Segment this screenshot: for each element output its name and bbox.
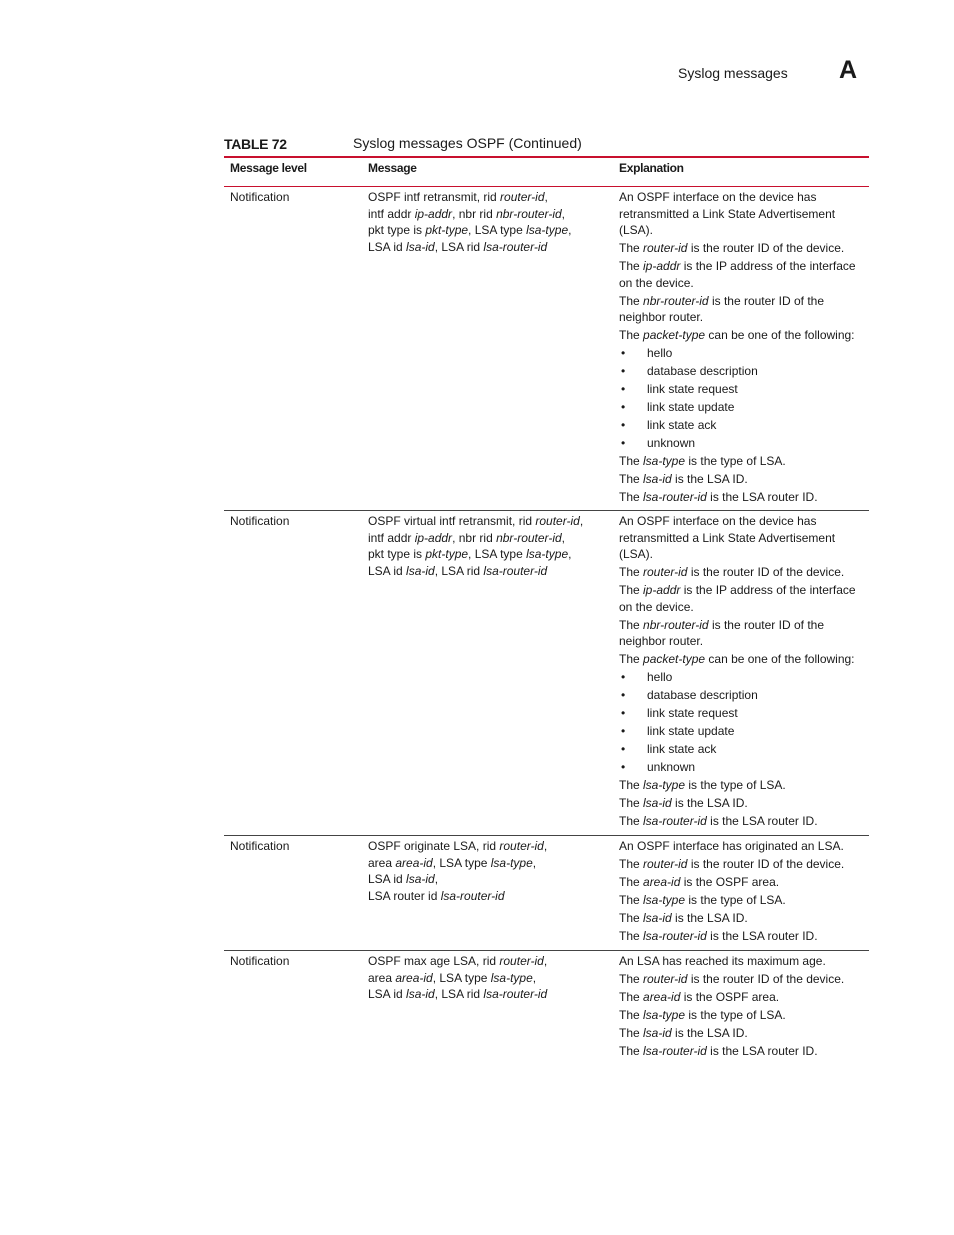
list-item: • link state ack [621,742,717,756]
bullet-icon: • [621,688,626,702]
message-text: OSPF max age LSA, rid router-id, area area-id, LSA type lsa-type, LSA id lsa-id, LSA rid lsa-router-id [368,954,548,1001]
packet-type-list [619,345,869,452]
table-title: Syslog messages OSPF (Continued) [353,135,582,151]
bullet-icon: • [621,364,626,378]
table-row [224,513,869,833]
list-item: • link state update [621,724,735,738]
list-item: • database description [621,688,758,702]
caption-rule [224,156,869,158]
list-item: • link state ack [621,418,717,432]
section-title: Syslog messages [678,65,788,81]
explanation-text: An LSA has reached its maximum age. The router-id is the router ID of the device. The area-id is the OSPF area. The lsa-type is the type of LSA. The lsa-id is the LSA ID. The lsa-router-id is the LSA router ID. [619,954,845,1058]
bullet-icon: • [621,760,626,774]
bullet-icon: • [621,706,626,720]
packet-type-list [619,669,869,776]
list-item: • unknown [621,760,696,774]
bullet-icon: • [621,382,626,396]
header-rule [224,186,869,187]
message-text: OSPF intf retransmit, rid router-id, intf addr ip-addr, nbr rid nbr-router-id, pkt type is pkt-type, LSA type lsa-type, LSA id lsa-id, LSA rid lsa-router-id [368,190,572,254]
bullet-icon: • [621,724,626,738]
list-item: • database description [621,364,758,378]
explanation-text: An OSPF interface has originated an LSA. The router-id is the router ID of the device. The area-id is the OSPF area. The lsa-type is the type of LSA. The lsa-id is the LSA ID. The lsa-router-id is the LSA router ID. [619,839,845,943]
list-item: • link state request [621,706,738,720]
row-divider [224,950,869,951]
table-label: TABLE 72 [224,136,287,152]
bullet-icon: • [621,346,626,360]
bullet-icon: • [621,400,626,414]
row-divider [224,510,869,511]
column-header-level: Message level [230,161,307,175]
bullet-icon: • [621,418,626,432]
table-row [224,189,869,509]
message-level: Notification [230,954,290,968]
bullet-icon: • [621,742,626,756]
table-row [224,838,869,948]
appendix-letter: A [839,56,858,84]
bullet-icon: • [621,436,626,450]
list-item: • link state request [621,382,738,396]
message-level: Notification [230,190,290,204]
list-item: • hello [621,346,673,360]
list-item: • link state update [621,400,735,414]
row-divider [224,835,869,836]
column-header-message: Message [368,161,417,175]
message-level: Notification [230,839,290,853]
list-item: • unknown [621,436,696,450]
table-row [224,953,869,1063]
bullet-icon: • [621,670,626,684]
column-header-explanation: Explanation [619,161,684,175]
message-text: OSPF originate LSA, rid router-id, area area-id, LSA type lsa-type, LSA id lsa-id, LSA router id lsa-router-id [368,839,548,903]
list-item: • hello [621,670,673,684]
explanation-text: An OSPF interface on the device has retransmitted a Link State Advertisement (LSA). The router-id is the router ID of the device. The ip-addr is the IP address of the interface on the device. The nbr-router-id is the router ID of the neighbor router. The packet-type can be one of the following: • hello • database description • link state request • link state update • link state ack • unknown The lsa-type is the type of LSA. The lsa-id is the LSA ID. The lsa-router-id is the LSA router ID. [619,513,869,831]
table-caption [224,135,869,157]
explanation-text: An OSPF interface on the device has retransmitted a Link State Advertisement (LSA). The router-id is the router ID of the device. The ip-addr is the IP address of the interface on the device. The nbr-router-id is the router ID of the neighbor router. The packet-type can be one of the following: • hello • database description • link state request • link state update • link state ack • unknown The lsa-type is the type of LSA. The lsa-id is the LSA ID. The lsa-router-id is the LSA router ID. [619,189,869,507]
message-level: Notification [230,514,290,528]
message-text: OSPF virtual intf retransmit, rid router-id, intf addr ip-addr, nbr rid nbr-router-id, pkt type is pkt-type, LSA type lsa-type, LSA id lsa-id, LSA rid lsa-router-id [368,514,584,578]
